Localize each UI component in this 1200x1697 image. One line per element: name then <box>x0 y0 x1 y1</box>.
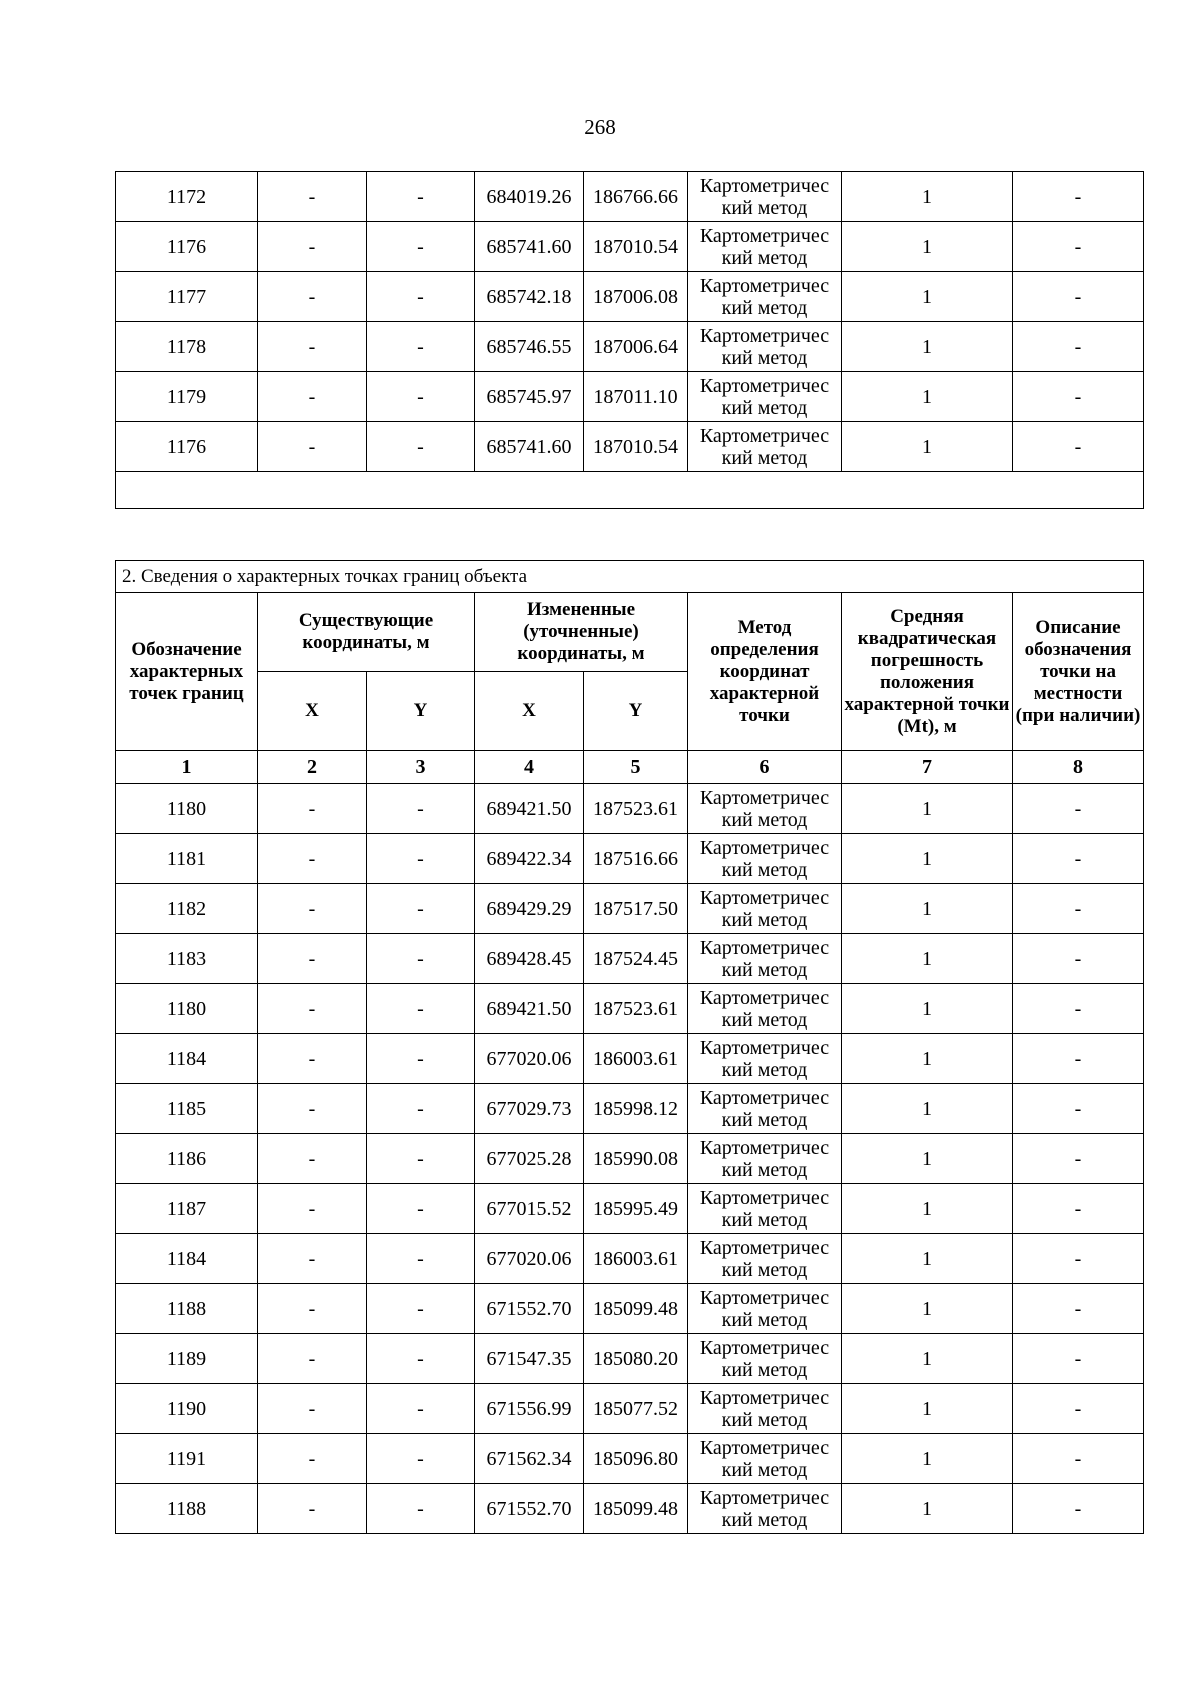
column-number: 8 <box>1013 751 1144 784</box>
cell-point-id: 1184 <box>116 1234 258 1284</box>
cell-x-changed: 671547.35 <box>475 1334 584 1384</box>
cell-y-existing: - <box>367 1334 475 1384</box>
cell-mean-error: 1 <box>842 1434 1013 1484</box>
cell-y-changed: 185080.20 <box>584 1334 688 1384</box>
cell-x-existing: - <box>258 1334 367 1384</box>
cell-y-existing: - <box>367 1084 475 1134</box>
cell-method: Картометричес кий метод <box>688 322 842 372</box>
cell-y-changed: 186766.66 <box>584 172 688 222</box>
cell-y-changed: 187524.45 <box>584 934 688 984</box>
cell-x-changed: 685745.97 <box>475 372 584 422</box>
cell-mean-error: 1 <box>842 1284 1013 1334</box>
cell-mean-error: 1 <box>842 1134 1013 1184</box>
table-row <box>116 372 1144 422</box>
cell-y-changed: 185099.48 <box>584 1284 688 1334</box>
cell-y-existing: - <box>367 884 475 934</box>
cell-x-changed: 677020.06 <box>475 1034 584 1084</box>
cell-method: Картометричес кий метод <box>688 784 842 834</box>
cell-method: Картометричес кий метод <box>688 834 842 884</box>
table-row <box>116 1234 1144 1284</box>
cell-mean-error: 1 <box>842 172 1013 222</box>
table-row <box>116 322 1144 372</box>
cell-y-changed: 187517.50 <box>584 884 688 934</box>
cell-mean-error: 1 <box>842 1034 1013 1084</box>
cell-x-changed: 685742.18 <box>475 272 584 322</box>
table-row <box>116 834 1144 884</box>
cell-point-id: 1191 <box>116 1434 258 1484</box>
empty-row <box>116 472 1144 509</box>
header-mean-error: Средняя квадратическая погрешность положения характерной точки (Mt), м <box>842 593 1013 751</box>
cell-x-existing: - <box>258 422 367 472</box>
cell-y-existing: - <box>367 934 475 984</box>
cell-x-changed: 677020.06 <box>475 1234 584 1284</box>
cell-x-existing: - <box>258 784 367 834</box>
cell-x-changed: 685741.60 <box>475 222 584 272</box>
cell-x-changed: 689422.34 <box>475 834 584 884</box>
column-number-row <box>116 751 1144 784</box>
cell-point-id: 1177 <box>116 272 258 322</box>
cell-x-existing: - <box>258 884 367 934</box>
table-caption: 2. Сведения о характерных точках границ объекта <box>116 561 1144 593</box>
table-row <box>116 1134 1144 1184</box>
cell-mean-error: 1 <box>842 984 1013 1034</box>
cell-y-existing: - <box>367 1134 475 1184</box>
table-row <box>116 222 1144 272</box>
cell-description: - <box>1013 1434 1144 1484</box>
cell-y-existing: - <box>367 784 475 834</box>
cell-method: Картометричес кий метод <box>688 1034 842 1084</box>
cell-x-existing: - <box>258 1484 367 1534</box>
cell-point-id: 1176 <box>116 422 258 472</box>
header-y-existing: Y <box>367 672 475 751</box>
table-row <box>116 1284 1144 1334</box>
cell-mean-error: 1 <box>842 1484 1013 1534</box>
cell-y-changed: 185995.49 <box>584 1184 688 1234</box>
cell-description: - <box>1013 422 1144 472</box>
cell-point-id: 1176 <box>116 222 258 272</box>
cell-y-existing: - <box>367 1234 475 1284</box>
cell-x-changed: 671552.70 <box>475 1484 584 1534</box>
cell-method: Картометричес кий метод <box>688 1134 842 1184</box>
cell-point-id: 1172 <box>116 172 258 222</box>
cell-x-existing: - <box>258 272 367 322</box>
cell-point-id: 1181 <box>116 834 258 884</box>
table-row <box>116 1184 1144 1234</box>
cell-point-id: 1178 <box>116 322 258 372</box>
cell-method: Картометричес кий метод <box>688 172 842 222</box>
column-number: 4 <box>475 751 584 784</box>
table-row <box>116 422 1144 472</box>
cell-x-existing: - <box>258 1284 367 1334</box>
cell-description: - <box>1013 222 1144 272</box>
cell-mean-error: 1 <box>842 222 1013 272</box>
column-number: 1 <box>116 751 258 784</box>
cell-x-existing: - <box>258 1034 367 1084</box>
cell-mean-error: 1 <box>842 272 1013 322</box>
cell-point-id: 1180 <box>116 984 258 1034</box>
cell-method: Картометричес кий метод <box>688 272 842 322</box>
cell-y-existing: - <box>367 1484 475 1534</box>
cell-x-changed: 689421.50 <box>475 984 584 1034</box>
cell-method: Картометричес кий метод <box>688 1284 842 1334</box>
column-number: 3 <box>367 751 475 784</box>
cell-y-existing: - <box>367 834 475 884</box>
cell-description: - <box>1013 1484 1144 1534</box>
cell-method: Картометричес кий метод <box>688 934 842 984</box>
table-row <box>116 272 1144 322</box>
cell-y-changed: 185998.12 <box>584 1084 688 1134</box>
table-row <box>116 884 1144 934</box>
cell-method: Картометричес кий метод <box>688 372 842 422</box>
cell-point-id: 1182 <box>116 884 258 934</box>
cell-description: - <box>1013 934 1144 984</box>
cell-description: - <box>1013 1234 1144 1284</box>
cell-mean-error: 1 <box>842 372 1013 422</box>
cell-y-changed: 186003.61 <box>584 1234 688 1284</box>
cell-x-existing: - <box>258 1084 367 1134</box>
cell-x-changed: 689421.50 <box>475 784 584 834</box>
cell-method: Картометричес кий метод <box>688 1084 842 1134</box>
header-description: Описание обозначения точки на местности (при наличии) <box>1013 593 1144 751</box>
cell-description: - <box>1013 1384 1144 1434</box>
table-row <box>116 1334 1144 1384</box>
cell-method: Картометричес кий метод <box>688 1184 842 1234</box>
cell-description: - <box>1013 322 1144 372</box>
cell-x-existing: - <box>258 322 367 372</box>
cell-point-id: 1185 <box>116 1084 258 1134</box>
cell-description: - <box>1013 884 1144 934</box>
cell-y-changed: 187006.64 <box>584 322 688 372</box>
cell-point-id: 1187 <box>116 1184 258 1234</box>
cell-x-changed: 671552.70 <box>475 1284 584 1334</box>
cell-method: Картометричес кий метод <box>688 1434 842 1484</box>
cell-x-changed: 689429.29 <box>475 884 584 934</box>
cell-x-existing: - <box>258 1134 367 1184</box>
cell-description: - <box>1013 1084 1144 1134</box>
cell-method: Картометричес кий метод <box>688 422 842 472</box>
cell-y-existing: - <box>367 984 475 1034</box>
cell-point-id: 1179 <box>116 372 258 422</box>
table-row <box>116 1034 1144 1084</box>
cell-x-existing: - <box>258 222 367 272</box>
cell-x-changed: 689428.45 <box>475 934 584 984</box>
page-number: 268 <box>584 115 616 139</box>
table-row <box>116 1484 1144 1534</box>
cell-description: - <box>1013 272 1144 322</box>
header-changed-coordinates: Измененные (уточненные) координаты, м <box>475 593 688 672</box>
boundary-points-body <box>116 784 1144 1534</box>
cell-y-changed: 187010.54 <box>584 222 688 272</box>
cell-x-changed: 677015.52 <box>475 1184 584 1234</box>
cell-description: - <box>1013 834 1144 884</box>
cell-mean-error: 1 <box>842 834 1013 884</box>
cell-method: Картометричес кий метод <box>688 884 842 934</box>
table-row <box>116 1084 1144 1134</box>
continued-points-table <box>115 171 1144 509</box>
cell-x-changed: 677029.73 <box>475 1084 584 1134</box>
cell-y-changed: 187523.61 <box>584 984 688 1034</box>
cell-x-existing: - <box>258 934 367 984</box>
cell-point-id: 1180 <box>116 784 258 834</box>
cell-y-changed: 187516.66 <box>584 834 688 884</box>
header-method: Метод определения координат характерной точки <box>688 593 842 751</box>
cell-mean-error: 1 <box>842 1084 1013 1134</box>
table-row <box>116 934 1144 984</box>
cell-mean-error: 1 <box>842 1334 1013 1384</box>
cell-mean-error: 1 <box>842 322 1013 372</box>
cell-x-existing: - <box>258 834 367 884</box>
cell-y-existing: - <box>367 1384 475 1434</box>
column-number: 6 <box>688 751 842 784</box>
cell-point-id: 1188 <box>116 1484 258 1534</box>
cell-x-existing: - <box>258 372 367 422</box>
column-number: 5 <box>584 751 688 784</box>
cell-mean-error: 1 <box>842 1234 1013 1284</box>
cell-x-existing: - <box>258 1184 367 1234</box>
header-point-designation: Обозначение характерных точек границ <box>116 593 258 751</box>
cell-description: - <box>1013 1034 1144 1084</box>
cell-description: - <box>1013 372 1144 422</box>
cell-y-existing: - <box>367 272 475 322</box>
table-row <box>116 1384 1144 1434</box>
cell-x-existing: - <box>258 1234 367 1284</box>
continued-points-body <box>116 172 1144 472</box>
cell-method: Картометричес кий метод <box>688 1234 842 1284</box>
cell-y-existing: - <box>367 372 475 422</box>
cell-x-changed: 677025.28 <box>475 1134 584 1184</box>
cell-y-existing: - <box>367 1184 475 1234</box>
cell-method: Картометричес кий метод <box>688 984 842 1034</box>
cell-point-id: 1186 <box>116 1134 258 1184</box>
cell-y-changed: 185077.52 <box>584 1384 688 1434</box>
cell-description: - <box>1013 1184 1144 1234</box>
cell-mean-error: 1 <box>842 422 1013 472</box>
cell-description: - <box>1013 1334 1144 1384</box>
header-x-changed: X <box>475 672 584 751</box>
cell-x-changed: 671556.99 <box>475 1384 584 1434</box>
cell-y-existing: - <box>367 172 475 222</box>
cell-mean-error: 1 <box>842 934 1013 984</box>
cell-description: - <box>1013 984 1144 1034</box>
cell-mean-error: 1 <box>842 884 1013 934</box>
column-number: 7 <box>842 751 1013 784</box>
cell-description: - <box>1013 784 1144 834</box>
cell-mean-error: 1 <box>842 1384 1013 1434</box>
cell-method: Картометричес кий метод <box>688 1384 842 1434</box>
table-row <box>116 1434 1144 1484</box>
cell-description: - <box>1013 172 1144 222</box>
table-row <box>116 172 1144 222</box>
cell-x-changed: 685741.60 <box>475 422 584 472</box>
cell-y-existing: - <box>367 1284 475 1334</box>
cell-point-id: 1183 <box>116 934 258 984</box>
cell-y-changed: 186003.61 <box>584 1034 688 1084</box>
cell-method: Картометричес кий метод <box>688 1484 842 1534</box>
cell-method: Картометричес кий метод <box>688 1334 842 1384</box>
cell-y-existing: - <box>367 1034 475 1084</box>
cell-y-existing: - <box>367 322 475 372</box>
cell-description: - <box>1013 1134 1144 1184</box>
header-existing-coordinates: Существующие координаты, м <box>258 593 475 672</box>
cell-method: Картометричес кий метод <box>688 222 842 272</box>
cell-description: - <box>1013 1284 1144 1334</box>
cell-y-existing: - <box>367 222 475 272</box>
cell-y-changed: 185990.08 <box>584 1134 688 1184</box>
column-number: 2 <box>258 751 367 784</box>
cell-point-id: 1188 <box>116 1284 258 1334</box>
cell-point-id: 1190 <box>116 1384 258 1434</box>
table-row <box>116 984 1144 1034</box>
cell-x-changed: 685746.55 <box>475 322 584 372</box>
cell-x-existing: - <box>258 1434 367 1484</box>
cell-x-existing: - <box>258 172 367 222</box>
cell-x-changed: 671562.34 <box>475 1434 584 1484</box>
cell-y-changed: 187011.10 <box>584 372 688 422</box>
cell-y-existing: - <box>367 1434 475 1484</box>
cell-mean-error: 1 <box>842 1184 1013 1234</box>
cell-point-id: 1189 <box>116 1334 258 1384</box>
cell-y-changed: 187006.08 <box>584 272 688 322</box>
boundary-points-table <box>115 560 1144 1534</box>
header-x-existing: X <box>258 672 367 751</box>
cell-y-existing: - <box>367 422 475 472</box>
cell-x-existing: - <box>258 984 367 1034</box>
cell-x-existing: - <box>258 1384 367 1434</box>
header-y-changed: Y <box>584 672 688 751</box>
cell-y-changed: 185096.80 <box>584 1434 688 1484</box>
cell-mean-error: 1 <box>842 784 1013 834</box>
table-row <box>116 784 1144 834</box>
cell-y-changed: 185099.48 <box>584 1484 688 1534</box>
cell-point-id: 1184 <box>116 1034 258 1084</box>
cell-y-changed: 187523.61 <box>584 784 688 834</box>
cell-x-changed: 684019.26 <box>475 172 584 222</box>
cell-y-changed: 187010.54 <box>584 422 688 472</box>
